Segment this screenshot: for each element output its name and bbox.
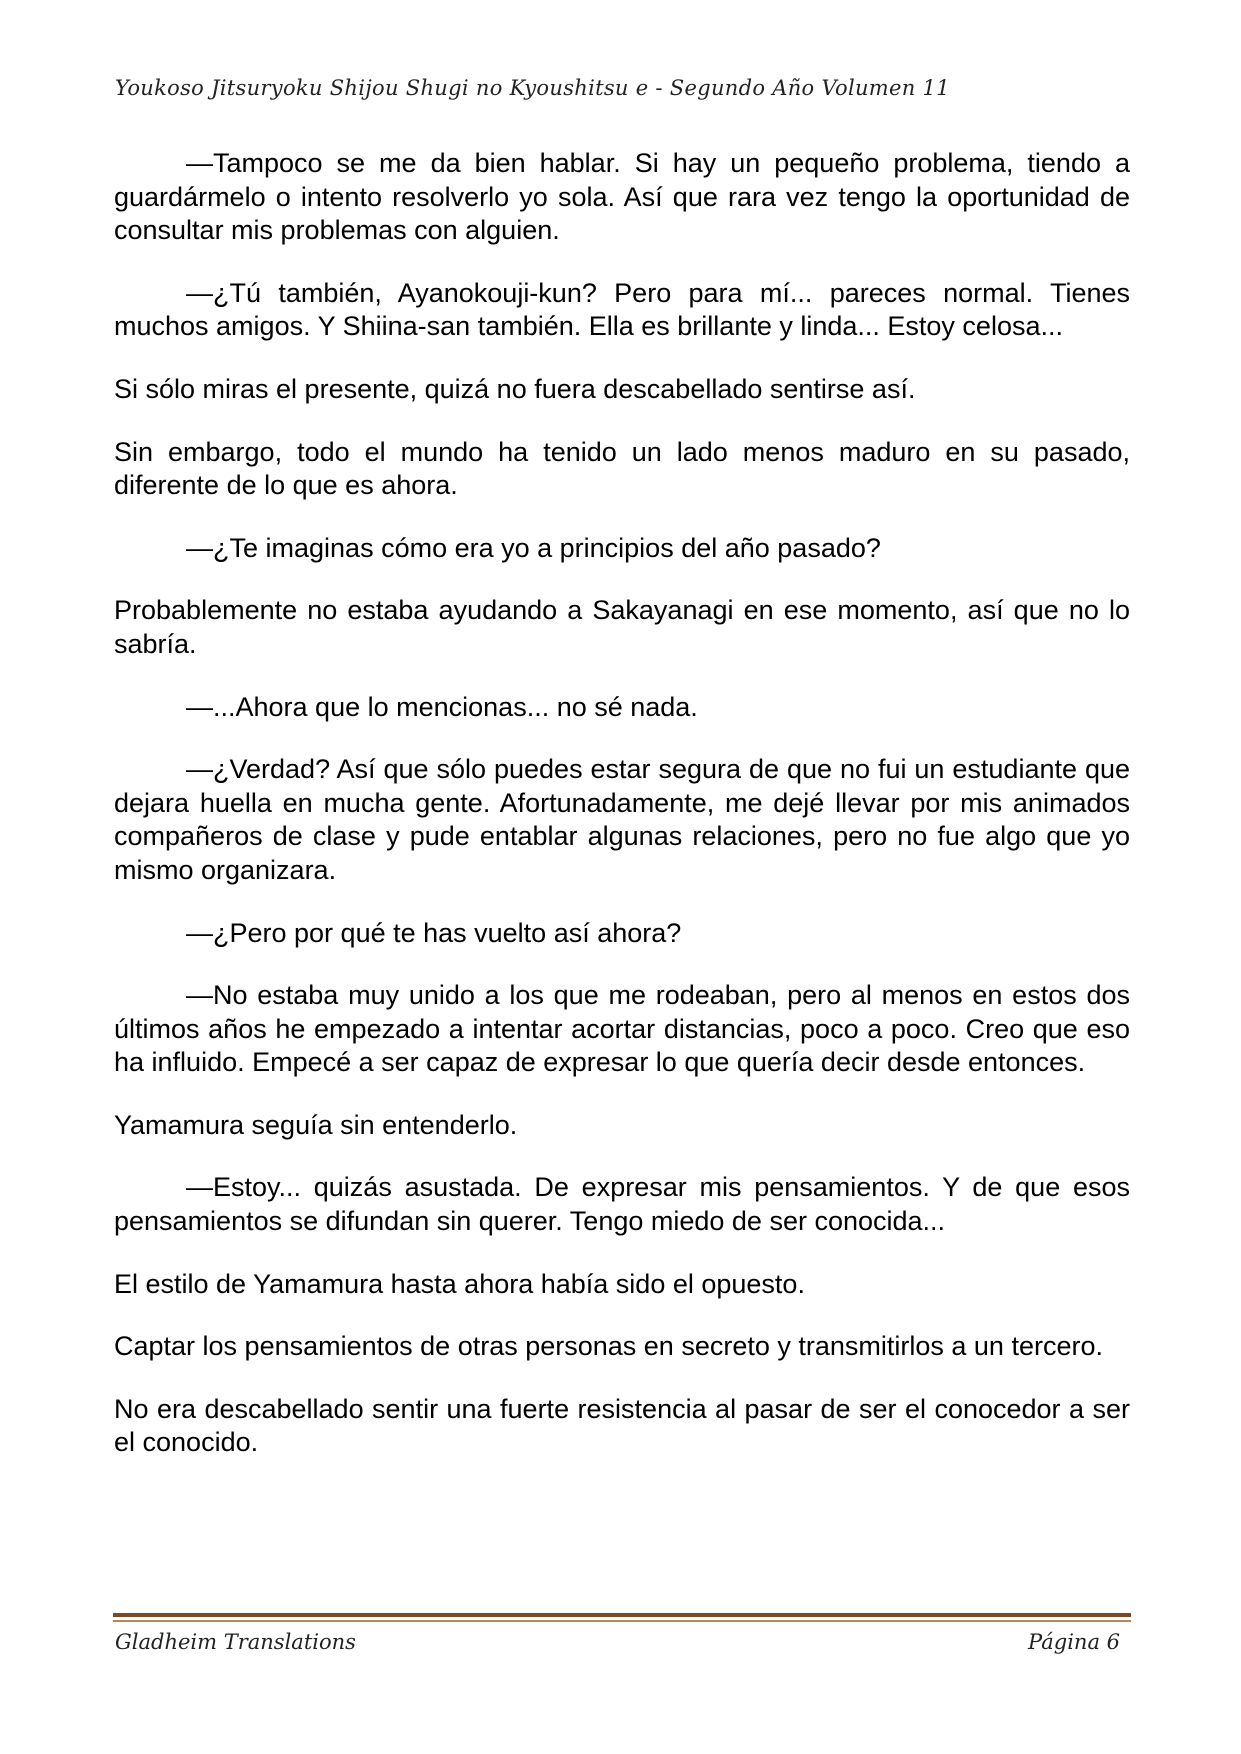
paragraph: Si sólo miras el presente, quizá no fuera descabellado sentirse así. [114,373,916,404]
paragraph: El estilo de Yamamura hasta ahora había sido el opuesto. [114,1268,805,1299]
paragraph: —No estaba muy unido a los que me rodeaban, pero al menos en estos dos últimos años he empezado a intentar acortar distancias, poco a poco. Creo que eso ha influido. Empecé a ser capaz de expresar lo que quería decir desde entonces. [114,980,1130,1078]
footer-credit: Gladheim Translations [115,1630,356,1654]
paragraph: —...Ahora que lo mencionas... no sé nada. [186,691,698,722]
paragraph: —¿Verdad? Así que sólo puedes estar segura de que no fui un estudiante que dejara huella en mucha gente. Afortunadamente, me dejé llevar por mis animados compañeros de clase y pude entablar algunas relaciones, pero no fue algo que yo mismo organizara. [114,754,1130,885]
footer-divider-thick [113,1613,1131,1617]
paragraph: Captar los pensamientos de otras personas en secreto y transmitirlos a un tercero. [114,1331,1103,1362]
paragraph: —Estoy... quizás asustada. De expresar mis pensamientos. Y de que esos pensamientos se difundan sin querer. Tengo miedo de ser conocida... [114,1172,1130,1237]
paragraph: No era descabellado sentir una fuerte resistencia al pasar de ser el conocedor a ser el conocido. [114,1393,1130,1458]
paragraph: —¿Te imaginas cómo era yo a principios del año pasado? [186,532,881,563]
paragraph: —Tampoco se me da bien hablar. Si hay un pequeño problema, tiendo a guardármelo o intento resolverlo yo sola. Así que rara vez tengo la oportunidad de consultar mis problemas con alguien. [114,148,1130,246]
page-body [114,147,1130,1489]
running-header: Youkoso Jitsuryoku Shijou Shugi no Kyoushitsu e - Segundo Año Volumen 11 [115,76,950,100]
paragraph: Yamamura seguía sin entenderlo. [114,1109,518,1140]
paragraph: —¿Pero por qué te has vuelto así ahora? [186,917,682,948]
paragraph: Probablemente no estaba ayudando a Sakayanagi en ese momento, así que no lo sabría. [114,595,1130,659]
page-number: Página 6 [1028,1630,1120,1654]
footer-divider-thin [113,1620,1131,1622]
paragraph: Sin embargo, todo el mundo ha tenido un lado menos maduro en su pasado, diferente de lo que es ahora. [114,436,1130,501]
paragraph: —¿Tú también, Ayanokouji-kun? Pero para mí... pareces normal. Tienes muchos amigos. Y Shiina-san también. Ella es brillante y linda... Estoy celosa... [114,277,1130,342]
